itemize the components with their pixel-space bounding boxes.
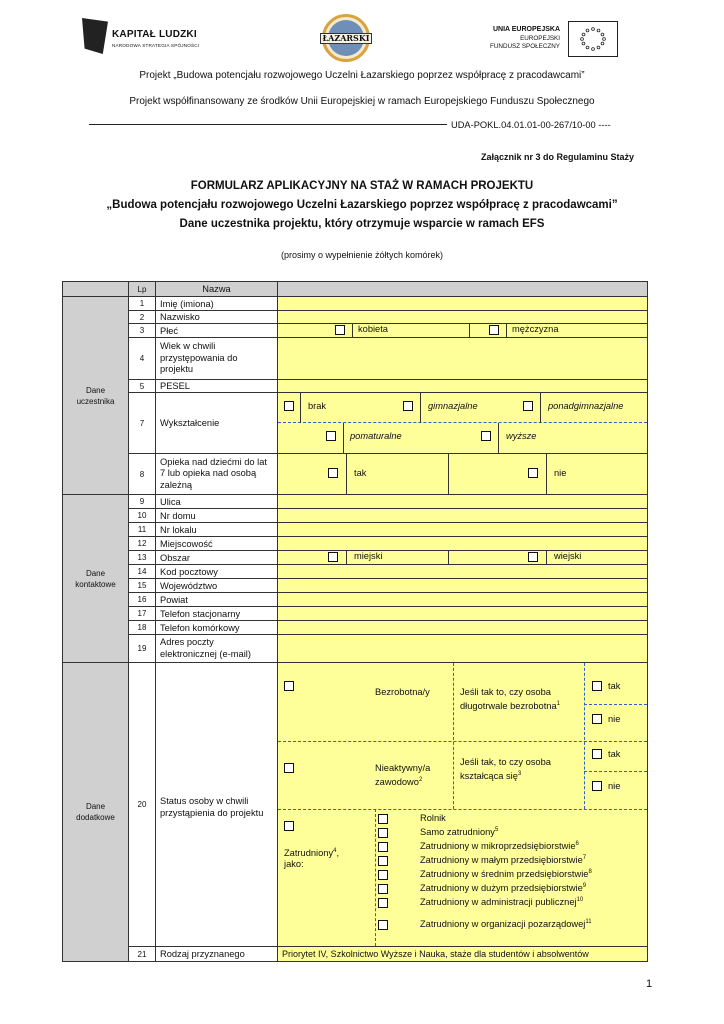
eu-line2: EUROPEJSKI: [520, 34, 560, 42]
footnote-ref: 1: [556, 700, 560, 707]
label-job-3: [420, 855, 586, 865]
footnote-ref: 2: [418, 776, 423, 783]
footnote-ref: 6: [575, 841, 579, 847]
label-rodzaj: Rodzaj przyznanego: [156, 947, 278, 962]
opieka-options: [278, 454, 648, 495]
checkbox-kobieta[interactable]: [335, 325, 345, 335]
input-wiek[interactable]: [278, 338, 648, 380]
row-lp: 21: [129, 947, 156, 962]
label-nazwisko: Nazwisko: [156, 311, 278, 324]
row-lp: 11: [129, 523, 156, 537]
footnote-ref: 10: [576, 897, 584, 903]
checkbox-job-1[interactable]: [378, 828, 388, 838]
label-ksztalcaca-text: Jeśli tak, to czy osoba kształcąca się: [460, 757, 551, 781]
kapital-ludzki-subtitle: NARODOWA STRATEGIA SPÓJNOŚCI: [112, 43, 200, 48]
input-telefon-komorkowy[interactable]: [278, 621, 648, 635]
row-lp: 14: [129, 565, 156, 579]
footnote-ref: 9: [582, 883, 587, 889]
checkbox-ksztalcaca-nie[interactable]: [592, 781, 602, 791]
label-telefon-komorkowy: Telefon komórkowy: [156, 621, 278, 635]
label-job-7: [420, 919, 592, 929]
label-zatrudniony-jako: jako:: [284, 859, 304, 869]
checkbox-dlugotrwale-tak[interactable]: [592, 681, 602, 691]
lazarski-logo: [322, 14, 370, 62]
input-kod-pocztowy[interactable]: [278, 565, 648, 579]
label-nieaktywny: [375, 763, 451, 788]
label-wiek: Wiek w chwili przystępowania do projektu: [156, 338, 278, 380]
label-job-text: Zatrudniony w małym przedsiębiorstwie: [420, 855, 583, 866]
checkbox-job-0[interactable]: [378, 814, 388, 824]
label-job-text: Zatrudniony w organizacji pozarządowej: [420, 919, 586, 930]
checkbox-job-2[interactable]: [378, 842, 388, 852]
row-lp: 2: [129, 311, 156, 324]
footnote-ref: 3: [517, 770, 522, 777]
form-title: FORMULARZ APLIKACYJNY NA STAŻ W RAMACH PROJEKTU: [190, 180, 534, 192]
label-zatrudniony: [284, 846, 339, 860]
label-job-text: Zatrudniony w średnim przedsiębiorstwie: [420, 869, 589, 880]
checkbox-wiejski[interactable]: [528, 552, 538, 562]
label-imie: Imię (imiona): [156, 297, 278, 311]
label-zatrudniony-text: Zatrudniony: [284, 848, 334, 859]
form-subtitle: „Budowa potencjału rozwojowego Uczelni Łazarskiego poprzez współpracę z pracodawcami”: [106, 199, 618, 211]
label-job-1: [420, 827, 498, 837]
label-job-0: [420, 813, 446, 823]
label-miejski: miejski: [354, 551, 383, 561]
checkbox-mezczyzna[interactable]: [489, 325, 499, 335]
input-pesel[interactable]: [278, 380, 648, 393]
checkbox-job-4[interactable]: [378, 870, 388, 880]
row-lp: 3: [129, 324, 156, 338]
checkbox-brak[interactable]: [284, 401, 294, 411]
input-miejscowosc[interactable]: [278, 537, 648, 551]
obszar-options: [278, 551, 648, 565]
eu-line3: FUNDUSZ SPOŁECZNY: [490, 43, 560, 50]
input-email[interactable]: [278, 635, 648, 663]
footnote-ref: 11: [585, 919, 592, 925]
header-value: [278, 282, 648, 297]
label-zatrudniony-suffix: ,: [336, 848, 340, 859]
label-nr-lokalu: Nr lokalu: [156, 523, 278, 537]
label-job-text: Zatrudniony w mikroprzedsiębiorstwie: [420, 841, 576, 852]
label-ksztalcaca: [460, 757, 580, 782]
row-lp: 15: [129, 579, 156, 593]
project-code: UDA-POKL.04.01.01-00-267/10-00 ----: [451, 120, 611, 130]
label-ksztalcaca-nie: nie: [608, 781, 621, 791]
footnote-ref: 4: [333, 848, 337, 854]
kapital-ludzki-logo: [82, 18, 207, 58]
checkbox-wyzsze[interactable]: [481, 431, 491, 441]
eu-logo: [488, 20, 618, 60]
input-ulica[interactable]: [278, 495, 648, 509]
eu-line1: UNIA EUROPEJSKA: [492, 26, 560, 33]
label-kod-pocztowy: Kod pocztowy: [156, 565, 278, 579]
fill-hint: (prosimy o wypełnienie żółtych komórek): [280, 250, 444, 260]
kapital-ludzki-title: KAPITAŁ LUDZKI: [112, 29, 197, 40]
row-lp: 1: [129, 297, 156, 311]
input-imie[interactable]: [278, 297, 648, 311]
checkbox-job-7[interactable]: [378, 920, 388, 930]
label-job-text: Rolnik: [420, 813, 446, 823]
row-lp: 12: [129, 537, 156, 551]
eu-flag-icon: [568, 21, 618, 57]
label-ksztalcaca-tak: tak: [608, 749, 621, 759]
label-job-2: [420, 841, 579, 851]
label-email: Adres poczty elektronicznej (e-mail): [156, 635, 278, 663]
label-opieka-nie: nie: [554, 468, 567, 478]
footnote-ref: 7: [582, 855, 587, 861]
header-section-cell: [63, 282, 129, 297]
checkbox-job-3[interactable]: [378, 856, 388, 866]
status-options: [278, 663, 648, 947]
checkbox-job-6[interactable]: [378, 898, 388, 908]
label-dlugotrwale-text: Jeśli tak to, czy osoba długotrwale bezrobotna: [460, 687, 557, 711]
label-wiejski: wiejski: [554, 551, 582, 561]
application-form-table: [62, 281, 648, 962]
label-dlugotrwale: [460, 687, 580, 712]
label-nr-domu: Nr domu: [156, 509, 278, 523]
checkbox-nieaktywny[interactable]: [284, 763, 294, 773]
checkbox-opieka-tak[interactable]: [328, 468, 338, 478]
attachment-label: Załącznik nr 3 do Regulaminu Staży: [480, 152, 634, 162]
page-number: 1: [646, 978, 653, 990]
footnote-ref: 8: [588, 869, 592, 875]
label-job-6: [420, 897, 583, 907]
row-lp: 17: [129, 607, 156, 621]
label-powiat: Powiat: [156, 593, 278, 607]
label-opieka-tak: tak: [354, 468, 367, 478]
label-job-text: Zatrudniony w dużym przedsiębiorstwie: [420, 883, 583, 894]
label-job-text: Zatrudniony w administracji publicznej: [420, 897, 577, 908]
row-lp: 20: [129, 663, 156, 947]
input-wojewodztwo[interactable]: [278, 579, 648, 593]
input-telefon-stacjonarny[interactable]: [278, 607, 648, 621]
row-lp: 19: [129, 635, 156, 663]
label-mezczyzna: mężczyzna: [512, 324, 559, 334]
checkbox-zatrudniony[interactable]: [284, 821, 294, 831]
label-kobieta: kobieta: [358, 324, 388, 334]
label-nieaktywny-text: Nieaktywny/a zawodowo: [375, 763, 431, 787]
checkbox-opieka-nie[interactable]: [528, 468, 538, 478]
value-rodzaj: Priorytet IV, Szkolnictwo Wyższe i Nauka, staże dla studentów i absolwentów: [278, 947, 648, 962]
lazarski-logo-text: ŁAZARSKI: [320, 33, 372, 44]
label-status: Status osoby w chwili przystąpienia do projektu: [156, 663, 278, 947]
label-pomaturalne: pomaturalne: [350, 431, 402, 441]
checkbox-pomaturalne[interactable]: [326, 431, 336, 441]
row-lp: 5: [129, 380, 156, 393]
label-gimnazjalne: gimnazjalne: [428, 401, 478, 411]
row-lp: 8: [129, 454, 156, 495]
section-kontaktowe: Dane kontaktowe: [63, 495, 129, 663]
checkbox-ponadgimnazjalne[interactable]: [523, 401, 533, 411]
checkbox-gimnazjalne[interactable]: [403, 401, 413, 411]
label-job-4: [420, 869, 592, 879]
input-nazwisko[interactable]: [278, 311, 648, 324]
label-miejscowosc: Miejscowość: [156, 537, 278, 551]
wyksztalcenie-options: [278, 393, 648, 454]
section-uczestnik: Dane uczestnika: [63, 297, 129, 495]
checkbox-job-5[interactable]: [378, 884, 388, 894]
label-job-text: Samo zatrudniony: [420, 827, 495, 838]
label-wyzsze: wyższe: [506, 431, 537, 441]
label-wojewodztwo: Województwo: [156, 579, 278, 593]
checkbox-dlugotrwale-nie[interactable]: [592, 714, 602, 724]
plec-options: [278, 324, 648, 338]
checkbox-bezrobotny[interactable]: [284, 681, 294, 691]
row-lp: 16: [129, 593, 156, 607]
project-line: Projekt „Budowa potencjału rozwojowego Uczelni Łazarskiego poprzez współpracę z pracodawcami”: [139, 70, 585, 81]
label-brak: brak: [308, 401, 327, 411]
checkbox-ksztalcaca-tak[interactable]: [592, 749, 602, 759]
label-dlugotrwale-tak: tak: [608, 681, 621, 691]
label-plec: Płeć: [156, 324, 278, 338]
label-job-5: [420, 883, 586, 893]
kapital-ludzki-mark-icon: [82, 18, 108, 54]
label-ponadgimnazjalne: ponadgimnazjalne: [548, 401, 624, 411]
header-name: Nazwa: [156, 282, 278, 297]
separator-line: [89, 124, 447, 125]
row-lp: 4: [129, 338, 156, 380]
row-lp: 9: [129, 495, 156, 509]
cofinance-line: Projekt współfinansowany ze środków Unii Europejskiej w ramach Europejskiego Funduszu Społecznego: [129, 96, 595, 107]
label-telefon-stacjonarny: Telefon stacjonarny: [156, 607, 278, 621]
label-bezrobotny: Bezrobotna/y: [375, 687, 430, 697]
input-nr-domu[interactable]: [278, 509, 648, 523]
row-lp: 10: [129, 509, 156, 523]
label-dlugotrwale-nie: nie: [608, 714, 621, 724]
input-powiat[interactable]: [278, 593, 648, 607]
section-dodatkowe: Dane dodatkowe: [63, 663, 129, 962]
input-nr-lokalu[interactable]: [278, 523, 648, 537]
header-lp: Lp: [129, 282, 156, 297]
label-opieka: Opieka nad dziećmi do lat 7 lub opieka nad osobą zależną: [156, 454, 278, 495]
label-pesel: PESEL: [156, 380, 278, 393]
form-subtitle-2: Dane uczestnika projektu, który otrzymuje wsparcie w ramach EFS: [179, 218, 545, 230]
label-ulica: Ulica: [156, 495, 278, 509]
label-obszar: Obszar: [156, 551, 278, 565]
row-lp: 18: [129, 621, 156, 635]
checkbox-miejski[interactable]: [328, 552, 338, 562]
footnote-ref: 5: [494, 827, 499, 833]
row-lp: 13: [129, 551, 156, 565]
row-lp: 7: [129, 393, 156, 454]
label-wyksztalcenie: Wykształcenie: [156, 393, 278, 454]
